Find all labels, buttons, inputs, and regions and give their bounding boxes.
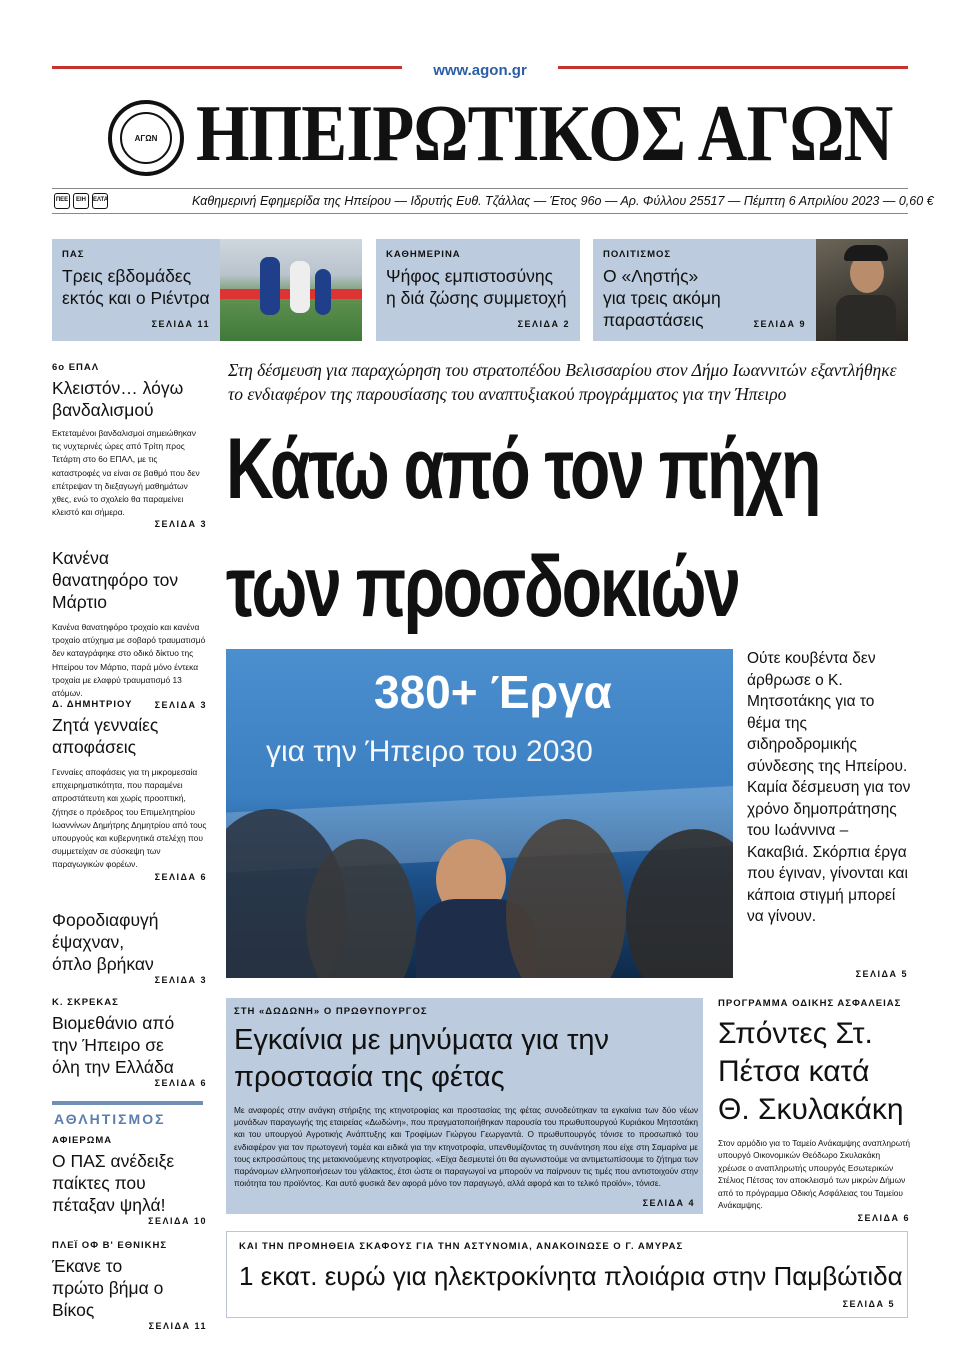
main-headline[interactable] <box>226 410 820 646</box>
top-box-kathimerina[interactable] <box>376 239 580 341</box>
box-kicker: ΠΟΛΙΤΙΣΜΟΣ <box>603 249 672 260</box>
story-body: Εκτεταμένοι βανδαλισμοί σημειώθηκαν τις νυχτερινές ώρες από Τρίτη προς Τετάρτη στο 6ο ΕΠΑΛ, με τις καταστροφές να είναι σε βαθμό που δεν επέτρεψαν τη διεξαγωγή μαθημάτων χθες, ενώ το σχολείο θα παραμείνει κλειστό και σήμερα. <box>52 428 200 518</box>
member-logo-icon: ΕΛΤΑ <box>92 193 108 209</box>
story-page-ref: ΣΕΛΙΔΑ 3 <box>154 519 207 530</box>
story-title: Φοροδιαφυγή έψαχναν, όπλο βρήκαν <box>52 910 159 974</box>
bottom-story-boats[interactable] <box>226 1231 908 1318</box>
photo-banner-subtext: για την Ήπειρο του 2030 <box>266 735 593 768</box>
box-title: Τρεις εβδομάδες εκτός και ο Ριέντρα <box>62 266 210 308</box>
box-kicker: ΚΑΘΗΜΕΡΙΝΑ <box>386 249 461 260</box>
sidebar-story-dimitriou[interactable] <box>52 699 207 882</box>
box-kicker: ΠΑΣ <box>62 249 85 260</box>
story-page-ref: ΣΕΛΙΔΑ 6 <box>154 871 207 882</box>
sidebar-story-epal[interactable] <box>52 362 207 529</box>
story-kicker: Κ. ΣΚΡΕΚΑΣ <box>52 997 119 1008</box>
story-body: Στον αρμόδιο για το Ταμείο Ανάκαμψης αναπληρωτή υπουργό Οικονομικών Θεόδωρο Σκυλακάκη χρέωσε ο αναπληρωτής υπουργός Εσωτερικών Στέλιος Πέτσας τον αποκλεισμό των μικρών Δήμων από το πρόγραμμα Οδικής Ασφάλειας του Ταμείου Ανάκαμψης. <box>718 1138 910 1211</box>
story-page-ref: ΣΕΛΙΔΑ 11 <box>148 1321 207 1331</box>
feta-story[interactable] <box>226 998 703 1214</box>
story-title: Σπόντες Στ. Πέτσα κατά Θ. Σκυλακάκη <box>718 1017 904 1126</box>
story-page-ref: ΣΕΛΙΔΑ 6 <box>857 1213 910 1224</box>
story-title: Κλειστόν… λόγω βανδαλισμού <box>52 378 184 420</box>
story-page-ref: ΣΕΛΙΔΑ 10 <box>148 1216 207 1226</box>
box-page-ref: ΣΕΛΙΔΑ 11 <box>151 319 210 329</box>
photo-banner-text: 380+ Έργα <box>374 666 612 718</box>
sports-section-title: ΑΘΛΗΤΙΣΜΟΣ <box>54 1111 166 1127</box>
story-kicker: ΚΑΙ ΤΗΝ ΠΡΟΜΗΘΕΙΑ ΣΚΑΦΟΥΣ ΓΙΑ ΤΗΝ ΑΣΤΥΝΟΜΙΑ, ΑΝΑΚΟΙΝΩΣΕ Ο Γ. ΑΜΥΡΑΣ <box>239 1241 684 1252</box>
story-page-ref: ΣΕΛΙΔΑ 4 <box>642 1198 695 1208</box>
story-kicker: Δ. ΔΗΜΗΤΡΙΟΥ <box>52 699 133 710</box>
story-title: Εγκαίνια με μηνύματα για την προστασία της φέτας <box>234 1024 610 1093</box>
masthead-title: ΗΠΕΙΡΩΤΙΚΟΣ ΑΓΩΝ <box>196 90 893 178</box>
masthead-seal-icon <box>108 100 184 176</box>
sidebar-story-traffic[interactable] <box>52 547 207 710</box>
story-title: Έκανε το πρώτο βήμα ο Βίκος <box>52 1256 164 1320</box>
main-deck: Στη δέσμευση για παραχώρηση του στρατοπέδου Βελισσαρίου στον Δήμο Ιωαννιτών εξαντλήθηκε το ενδιαφέρον της παρουσίασης του αναπτυξιακού προγράμματος για την Ήπειρο <box>228 360 897 404</box>
story-page-ref: ΣΕΛΙΔΑ 3 <box>154 700 207 711</box>
road-safety-story[interactable] <box>718 998 910 1223</box>
story-title: Ο ΠΑΣ ανέδειξε παίκτες που πέταξαν ψηλά! <box>52 1151 175 1215</box>
top-box-pas[interactable] <box>52 239 220 341</box>
box-title: Ο «Ληστής» για τρεις ακόμη παραστάσεις <box>603 266 721 330</box>
story-title: Κανένα θανατηφόρο τον Μάρτιο <box>52 548 179 612</box>
story-body: Με αναφορές στην ανάγκη στήριξης της κτηνοτροφίας και προστασίας της φέτας συνοδεύτηκαν τα εγκαίνια των δύο νέων μονάδων παραγωγής της εταιρείας «Δωδώνη», που πραγματοποιήθηκαν παρουσία του πρωθυπουργού Κυριάκου Μητσοτάκη και του υπουργού Αγροτικής Ανάπτυξης και Τροφίμων Γιώργου Γεωργαντά. Ο πρωθυπουργός τόνισε το προσωπικό του ενδιαφέρον για τον πρωτογενή τομέα και ειδικά για την κτηνοτροφία, υπενθυμίζοντας τη συνάντηση που είχε στη Σαμαρίνα με τους εκπροσώπους της μετακινούμενης κτηνοτροφίας. «Είχα δεσμευτεί ότι θα αγωνιστούμε να αντιμετωπίσουμε το ζήτημα των παράνομων ελληνοποιήσεων του γάλακτος, έτσι ώστε οι παραγωγοί να μπορούν να παίρνουν τις τιμές που αντιστοιχούν στην ποιότητα του προϊόντος. Και αυτό φυσικά δεν αφορά μόνο τον παραγωγό, αλλά αφορά και το τελικό προϊόν», τόνισε. <box>234 1105 698 1189</box>
main-page-ref: ΣΕΛΙΔΑ 5 <box>855 969 908 979</box>
member-logo-icon: ΠΕΕ <box>54 193 70 209</box>
story-title: Βιομεθάνιο από την Ήπειρο σε όλη την Ελλάδα <box>52 1013 175 1077</box>
sports-story-pas[interactable] <box>52 1135 207 1226</box>
story-page-ref: ΣΕΛΙΔΑ 5 <box>842 1299 895 1309</box>
story-body: Γενναίες αποφάσεις για τη μικρομεσαία επιχειρηματικότητα, που παραμένει απροστάτευτη και χωρίς προοπτική, ζήτησε ο πρόεδρος του Επιμελητηρίου Ιωαννίνων Δημήτρης Δημητρίου από τους υπουργούς και κυβερνητικά στελέχη που συμμετείχαν σε σύσκεψη των παραγωγικών φορέων. <box>52 767 207 870</box>
story-kicker: ΠΡΟΓΡΑΜΜΑ ΟΔΙΚΗΣ ΑΣΦΑΛΕΙΑΣ <box>718 998 902 1009</box>
story-page-ref: ΣΕΛΙΔΑ 6 <box>154 1078 207 1088</box>
box-title: Ψήφος εμπιστοσύνης η διά ζώσης συμμετοχή <box>386 266 567 308</box>
story-kicker: ΠΛΕΪ ΟΦ Β' ΕΘΝΙΚΗΣ <box>52 1240 168 1251</box>
story-title: Ζητά γενναίες αποφάσεις <box>52 715 159 757</box>
info-line <box>52 188 934 214</box>
top-box-politismos[interactable] <box>593 239 816 341</box>
seal-text: ΑΓΩΝ <box>134 133 158 143</box>
headline-line-1: Κάτω από τον πήχη <box>226 421 820 517</box>
sidebar-story-biomethane[interactable] <box>52 997 207 1088</box>
main-lead: Ούτε κουβέντα δεν άρθρωσε ο Κ. Μητσοτάκης για το θέμα της σιδηροδρομικής σύνδεσης της Ηπείρου. Καμία δέσμευση για τον χρόνο δημοπράτησης του Ιωάννινα – Κακαβιά. Σκόρπια έργα που έγιναν, γίνονται και κάποια στιγμή μπορεί να γίνουν. <box>747 650 911 925</box>
story-title: 1 εκατ. ευρώ για ηλεκτροκίνητα πλοιάρια στην Παμβώτιδα <box>239 1261 903 1291</box>
story-page-ref: ΣΕΛΙΔΑ 3 <box>154 975 207 985</box>
box-page-ref: ΣΕΛΙΔΑ 2 <box>517 319 570 329</box>
info-text: Καθημερινή Εφημερίδα της Ηπείρου — Ιδρυτής Ευθ. Τζάλλας — Έτος 96ο — Αρ. Φύλλου 25517 — Πέμπτη 6 Απριλίου 2023 — 0,60 € <box>192 194 934 208</box>
headline-line-2: των προσδοκιών <box>226 539 739 635</box>
sidebar-story-weapon[interactable] <box>52 909 207 985</box>
story-kicker: 6ο ΕΠΑΛ <box>52 362 100 373</box>
member-logo-icon: ΕΙΗ <box>73 193 89 209</box>
member-logos <box>54 193 108 209</box>
story-body: Κανένα θανατηφόρο τροχαίο και κανένα τροχαίο ατύχημα με σοβαρό τραυματισμό δεν καταγράφηκε στο οδικό δίκτυο της Ηπείρου τον Μάρτιο, παρά μόνο έντεκα τροχαία με ελαφρύ τραυματισμό 13 ατόμων. <box>52 622 206 699</box>
sports-story-vikos[interactable] <box>52 1240 207 1331</box>
main-photo <box>226 649 733 978</box>
sports-divider <box>52 1101 203 1105</box>
story-kicker: ΣΤΗ «ΔΩΔΩΝΗ» Ο ΠΡΩΘΥΠΟΥΡΓΟΣ <box>234 1006 428 1017</box>
box-page-ref: ΣΕΛΙΔΑ 9 <box>753 319 806 329</box>
site-url[interactable]: www.agon.gr <box>433 62 527 79</box>
football-photo <box>220 239 362 341</box>
story-kicker: ΑΦΙΕΡΩΜΑ <box>52 1135 113 1146</box>
theatre-photo <box>816 239 908 341</box>
